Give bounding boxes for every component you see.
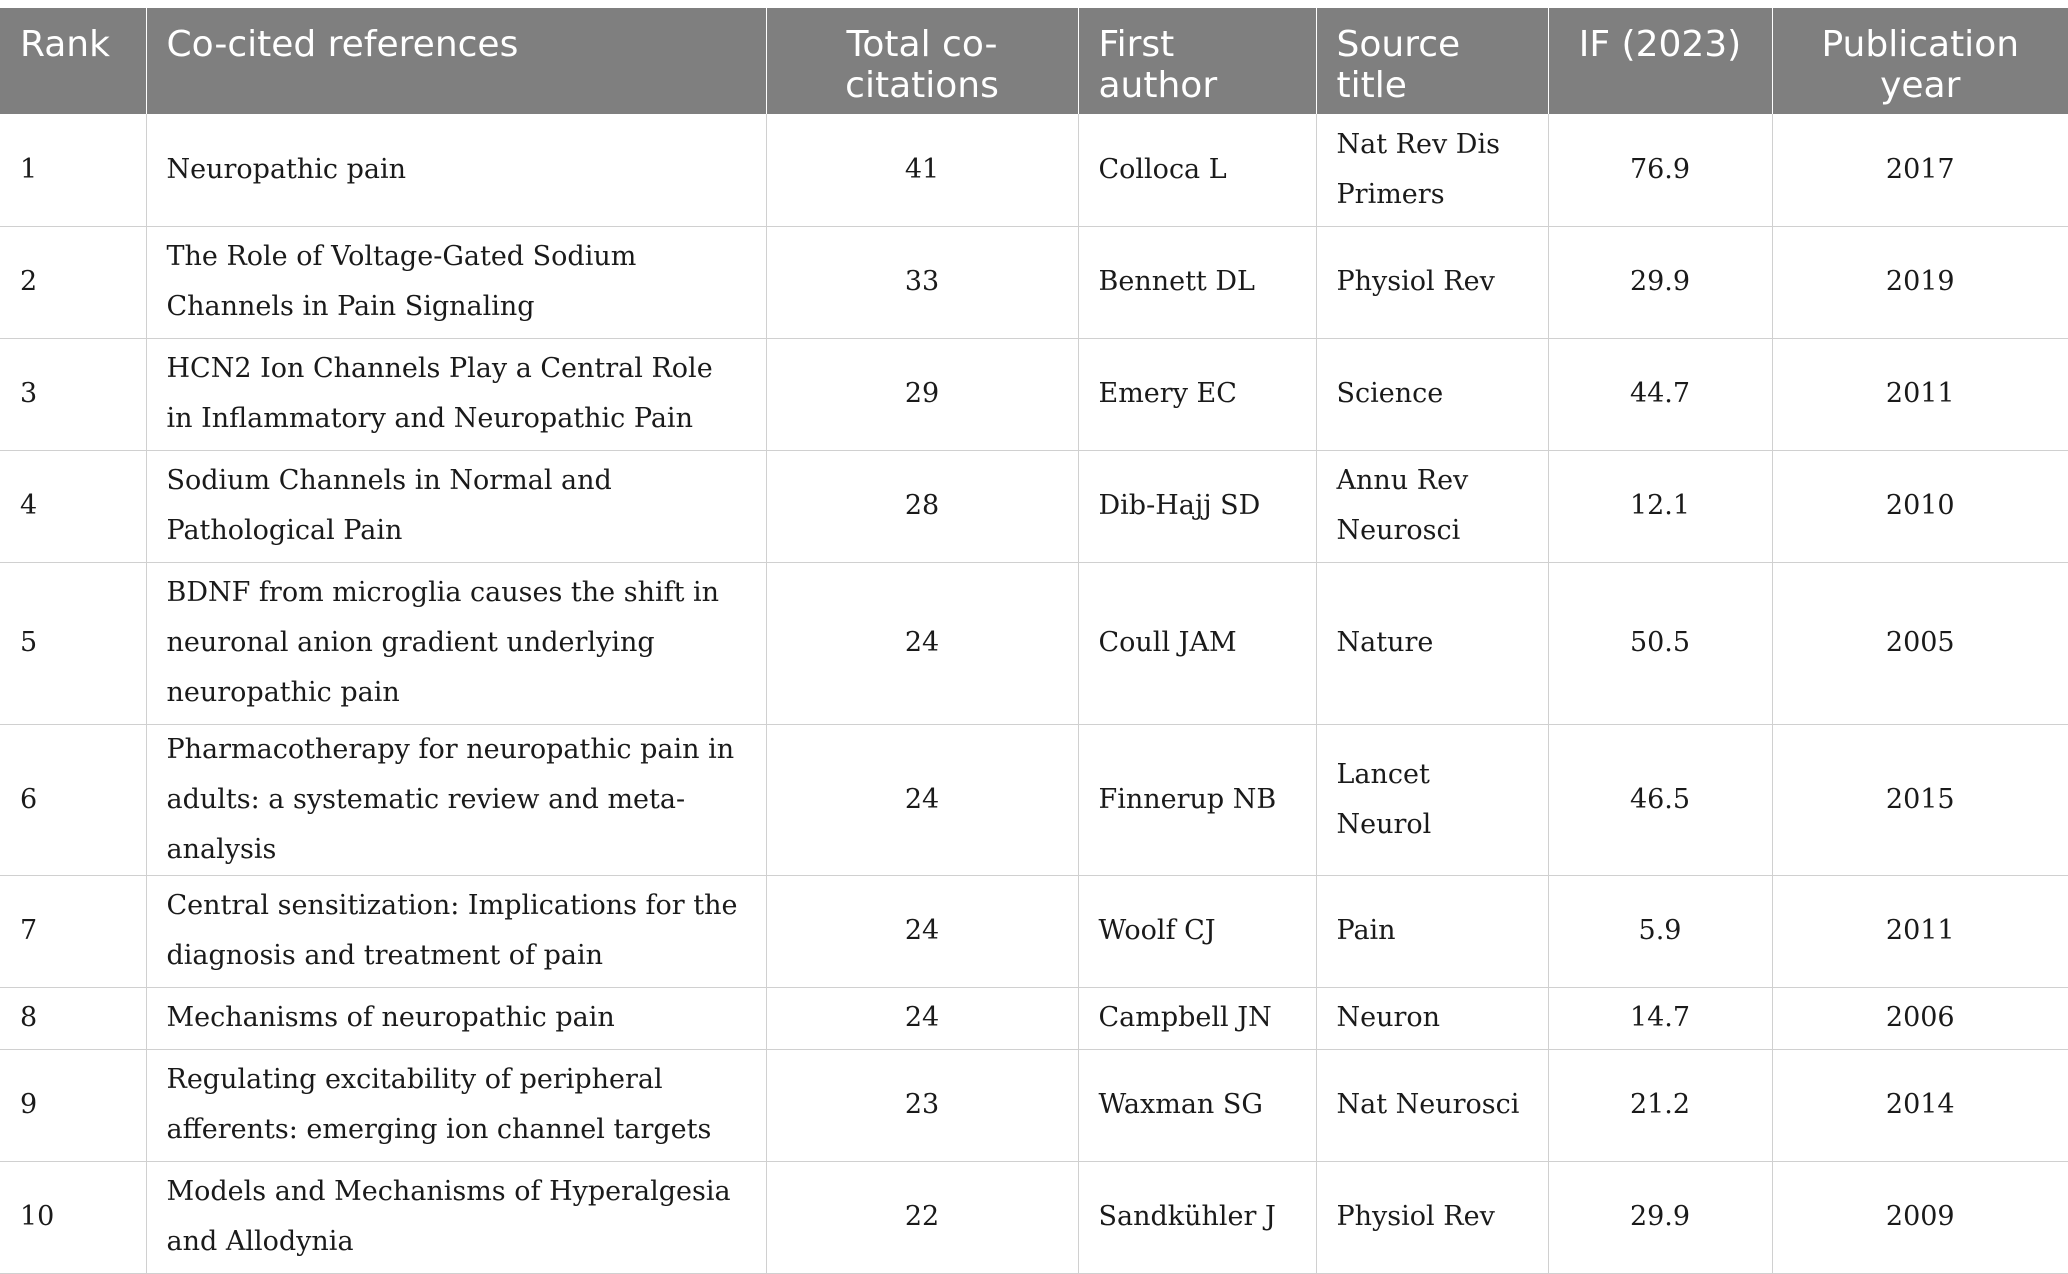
- cell-reference: BDNF from microglia causes the shift in neuronal anion gradient underlying neuropathic pain: [146, 562, 766, 724]
- cell-author: Dib-Hajj SD: [1078, 450, 1316, 562]
- cell-year: 2005: [1772, 562, 2068, 724]
- cell-author: Emery EC: [1078, 338, 1316, 450]
- header-source-title: Source title: [1316, 8, 1548, 114]
- cell-if: 12.1: [1548, 450, 1772, 562]
- cell-reference: Pharmacotherapy for neuropathic pain in adults: a systematic review and meta-analysis: [146, 724, 766, 875]
- cell-year: 2019: [1772, 226, 2068, 338]
- cell-year: 2017: [1772, 114, 2068, 226]
- cell-rank: 5: [0, 562, 146, 724]
- cell-if: 46.5: [1548, 724, 1772, 875]
- header-rank: Rank: [0, 8, 146, 114]
- cell-total: 22: [766, 1161, 1078, 1273]
- cell-source: Physiol Rev: [1316, 226, 1548, 338]
- cell-rank: 3: [0, 338, 146, 450]
- cell-year: 2006: [1772, 987, 2068, 1049]
- table-row: [0, 114, 2068, 226]
- cell-if: 21.2: [1548, 1049, 1772, 1161]
- header-publication-year: Publication year: [1772, 8, 2068, 114]
- cell-rank: 10: [0, 1161, 146, 1273]
- table-row: [0, 1161, 2068, 1273]
- cell-source: Nat Rev Dis Primers: [1316, 114, 1548, 226]
- table-row: [0, 226, 2068, 338]
- cell-source: Nature: [1316, 562, 1548, 724]
- cell-total: 28: [766, 450, 1078, 562]
- cell-author: Coull JAM: [1078, 562, 1316, 724]
- cell-year: 2015: [1772, 724, 2068, 875]
- cell-reference: Neuropathic pain: [146, 114, 766, 226]
- cell-if: 14.7: [1548, 987, 1772, 1049]
- cell-year: 2009: [1772, 1161, 2068, 1273]
- cell-total: 24: [766, 875, 1078, 987]
- cell-source: Physiol Rev: [1316, 1161, 1548, 1273]
- header-co-cited-references: Co-cited references: [146, 8, 766, 114]
- cell-reference: Central sensitization: Implications for the diagnosis and treatment of pain: [146, 875, 766, 987]
- header-first-author: First author: [1078, 8, 1316, 114]
- cell-if: 50.5: [1548, 562, 1772, 724]
- cell-rank: 6: [0, 724, 146, 875]
- cell-author: Sandkühler J: [1078, 1161, 1316, 1273]
- cell-source: Neuron: [1316, 987, 1548, 1049]
- cell-author: Colloca L: [1078, 114, 1316, 226]
- table-row: [0, 987, 2068, 1049]
- cell-if: 29.9: [1548, 226, 1772, 338]
- cell-author: Waxman SG: [1078, 1049, 1316, 1161]
- cell-total: 24: [766, 987, 1078, 1049]
- cell-source: Science: [1316, 338, 1548, 450]
- cell-rank: 2: [0, 226, 146, 338]
- cell-reference: Regulating excitability of peripheral afferents: emerging ion channel targets: [146, 1049, 766, 1161]
- cell-total: 24: [766, 562, 1078, 724]
- cell-author: Finnerup NB: [1078, 724, 1316, 875]
- cell-rank: 7: [0, 875, 146, 987]
- cell-source: Pain: [1316, 875, 1548, 987]
- cell-rank: 9: [0, 1049, 146, 1161]
- co-citation-table-container: [0, 8, 2068, 1274]
- header-row: [0, 8, 2068, 114]
- cell-year: 2010: [1772, 450, 2068, 562]
- cell-source: Nat Neurosci: [1316, 1049, 1548, 1161]
- cell-reference: Mechanisms of neuropathic pain: [146, 987, 766, 1049]
- table-row: [0, 450, 2068, 562]
- table-row: [0, 724, 2068, 875]
- cell-if: 29.9: [1548, 1161, 1772, 1273]
- cell-reference: Sodium Channels in Normal and Pathological Pain: [146, 450, 766, 562]
- cell-total: 41: [766, 114, 1078, 226]
- table-row: [0, 875, 2068, 987]
- cell-author: Woolf CJ: [1078, 875, 1316, 987]
- header-total-co-citations: Total co-citations: [766, 8, 1078, 114]
- cell-total: 23: [766, 1049, 1078, 1161]
- cell-rank: 1: [0, 114, 146, 226]
- cell-total: 24: [766, 724, 1078, 875]
- cell-source: Annu Rev Neurosci: [1316, 450, 1548, 562]
- cell-if: 5.9: [1548, 875, 1772, 987]
- cell-reference: The Role of Voltage-Gated Sodium Channels in Pain Signaling: [146, 226, 766, 338]
- cell-year: 2011: [1772, 875, 2068, 987]
- cell-rank: 8: [0, 987, 146, 1049]
- table-row: [0, 338, 2068, 450]
- table-row: [0, 1049, 2068, 1161]
- cell-source: Lancet Neurol: [1316, 724, 1548, 875]
- cell-if: 44.7: [1548, 338, 1772, 450]
- table-row: [0, 562, 2068, 724]
- cell-if: 76.9: [1548, 114, 1772, 226]
- cell-reference: HCN2 Ion Channels Play a Central Role in Inflammatory and Neuropathic Pain: [146, 338, 766, 450]
- cell-rank: 4: [0, 450, 146, 562]
- cell-year: 2011: [1772, 338, 2068, 450]
- cell-reference: Models and Mechanisms of Hyperalgesia and Allodynia: [146, 1161, 766, 1273]
- cell-total: 33: [766, 226, 1078, 338]
- cell-year: 2014: [1772, 1049, 2068, 1161]
- co-citation-table: [0, 8, 2068, 1274]
- cell-total: 29: [766, 338, 1078, 450]
- cell-author: Campbell JN: [1078, 987, 1316, 1049]
- cell-author: Bennett DL: [1078, 226, 1316, 338]
- header-impact-factor: IF (2023): [1548, 8, 1772, 114]
